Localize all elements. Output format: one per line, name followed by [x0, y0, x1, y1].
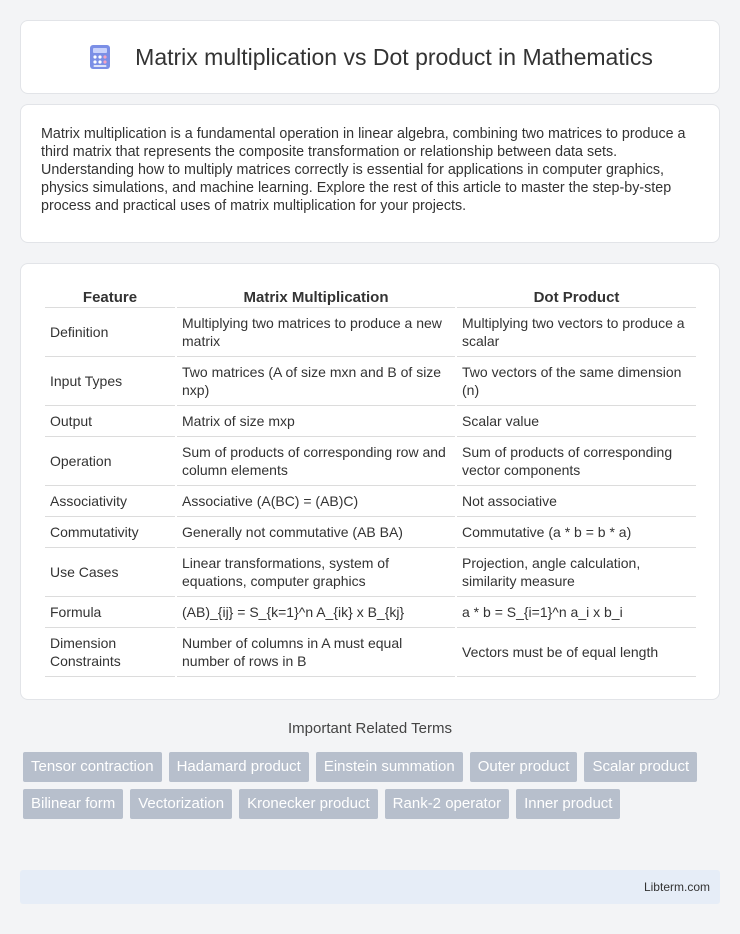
related-term-tag[interactable]: Hadamard product	[169, 752, 309, 782]
footer-site-link[interactable]: Libterm.com	[643, 880, 710, 894]
table-row	[45, 357, 696, 406]
header-dot-product: Dot Product	[457, 286, 696, 308]
header-card	[20, 20, 720, 94]
matrix-cell: Matrix of size mxp	[177, 406, 455, 437]
dot-cell: Vectors must be of equal length	[457, 628, 696, 677]
matrix-cell: (AB)_{ij} = S_{k=1}^n A_{ik} x B_{kj}	[177, 597, 455, 628]
matrix-cell: Generally not commutative (AB BA)	[177, 517, 455, 548]
table-row	[45, 406, 696, 437]
related-term-tag[interactable]: Outer product	[470, 752, 578, 782]
matrix-cell: Number of columns in A must equal number of rows in B	[177, 628, 455, 677]
dot-cell: Projection, angle calculation, similarity measure	[457, 548, 696, 597]
related-term-tag[interactable]: Rank-2 operator	[385, 789, 509, 819]
feature-cell: Input Types	[45, 357, 175, 406]
page-title: Matrix multiplication vs Dot product in Mathematics	[135, 43, 653, 70]
feature-cell: Definition	[45, 308, 175, 357]
table-row	[45, 597, 696, 628]
table-row	[45, 548, 696, 597]
related-term-tag[interactable]: Kronecker product	[239, 789, 378, 819]
comparison-table-card	[20, 263, 720, 700]
feature-cell: Commutativity	[45, 517, 175, 548]
matrix-cell: Multiplying two matrices to produce a new matrix	[177, 308, 455, 357]
feature-cell: Associativity	[45, 486, 175, 517]
matrix-cell: Two matrices (A of size mxn and B of size nxp)	[177, 357, 455, 406]
table-row	[45, 628, 696, 677]
related-term-tag[interactable]: Tensor contraction	[23, 752, 162, 782]
table-row	[45, 437, 696, 486]
related-term-tag[interactable]: Scalar product	[584, 752, 697, 782]
related-term-tag[interactable]: Bilinear form	[23, 789, 123, 819]
matrix-cell: Sum of products of corresponding row and column elements	[177, 437, 455, 486]
dot-cell: Multiplying two vectors to produce a scalar	[457, 308, 696, 357]
dot-cell: Sum of products of corresponding vector components	[457, 437, 696, 486]
intro-card	[20, 104, 720, 243]
calculator-icon	[87, 44, 113, 70]
dot-cell: Two vectors of the same dimension (n)	[457, 357, 696, 406]
matrix-cell: Linear transformations, system of equations, computer graphics	[177, 548, 455, 597]
table-row	[45, 308, 696, 357]
dot-cell: Not associative	[457, 486, 696, 517]
related-term-tag[interactable]: Vectorization	[130, 789, 232, 819]
footer	[20, 870, 720, 904]
related-terms-title: Important Related Terms	[288, 720, 452, 737]
intro-paragraph: Matrix multiplication is a fundamental operation in linear algebra, combining two matrices to produce a third matrix that represents the composite transformation or relationship between data sets. Understanding how to multiply matrices correctly is essential for applications in computer graphics, physics simulations, and machine learning. Explore the rest of this article to master the step-by-step process and practical uses of matrix multiplication for your projects.	[41, 126, 686, 214]
table-row	[45, 486, 696, 517]
dot-cell: Scalar value	[457, 406, 696, 437]
matrix-cell: Associative (A(BC) = (AB)C)	[177, 486, 455, 517]
feature-cell: Formula	[45, 597, 175, 628]
feature-cell: Use Cases	[45, 548, 175, 597]
table-header-row	[45, 286, 696, 308]
comparison-table	[43, 286, 698, 677]
related-term-tag[interactable]: Inner product	[516, 789, 620, 819]
related-term-tag[interactable]: Einstein summation	[316, 752, 463, 782]
feature-cell: Operation	[45, 437, 175, 486]
feature-cell: Dimension Constraints	[45, 628, 175, 677]
header-matrix-multiplication: Matrix Multiplication	[177, 286, 455, 308]
dot-cell: Commutative (a * b = b * a)	[457, 517, 696, 548]
table-row	[45, 517, 696, 548]
feature-cell: Output	[45, 406, 175, 437]
dot-cell: a * b = S_{i=1}^n a_i x b_i	[457, 597, 696, 628]
related-terms-list	[23, 752, 723, 819]
header-feature: Feature	[45, 286, 175, 308]
